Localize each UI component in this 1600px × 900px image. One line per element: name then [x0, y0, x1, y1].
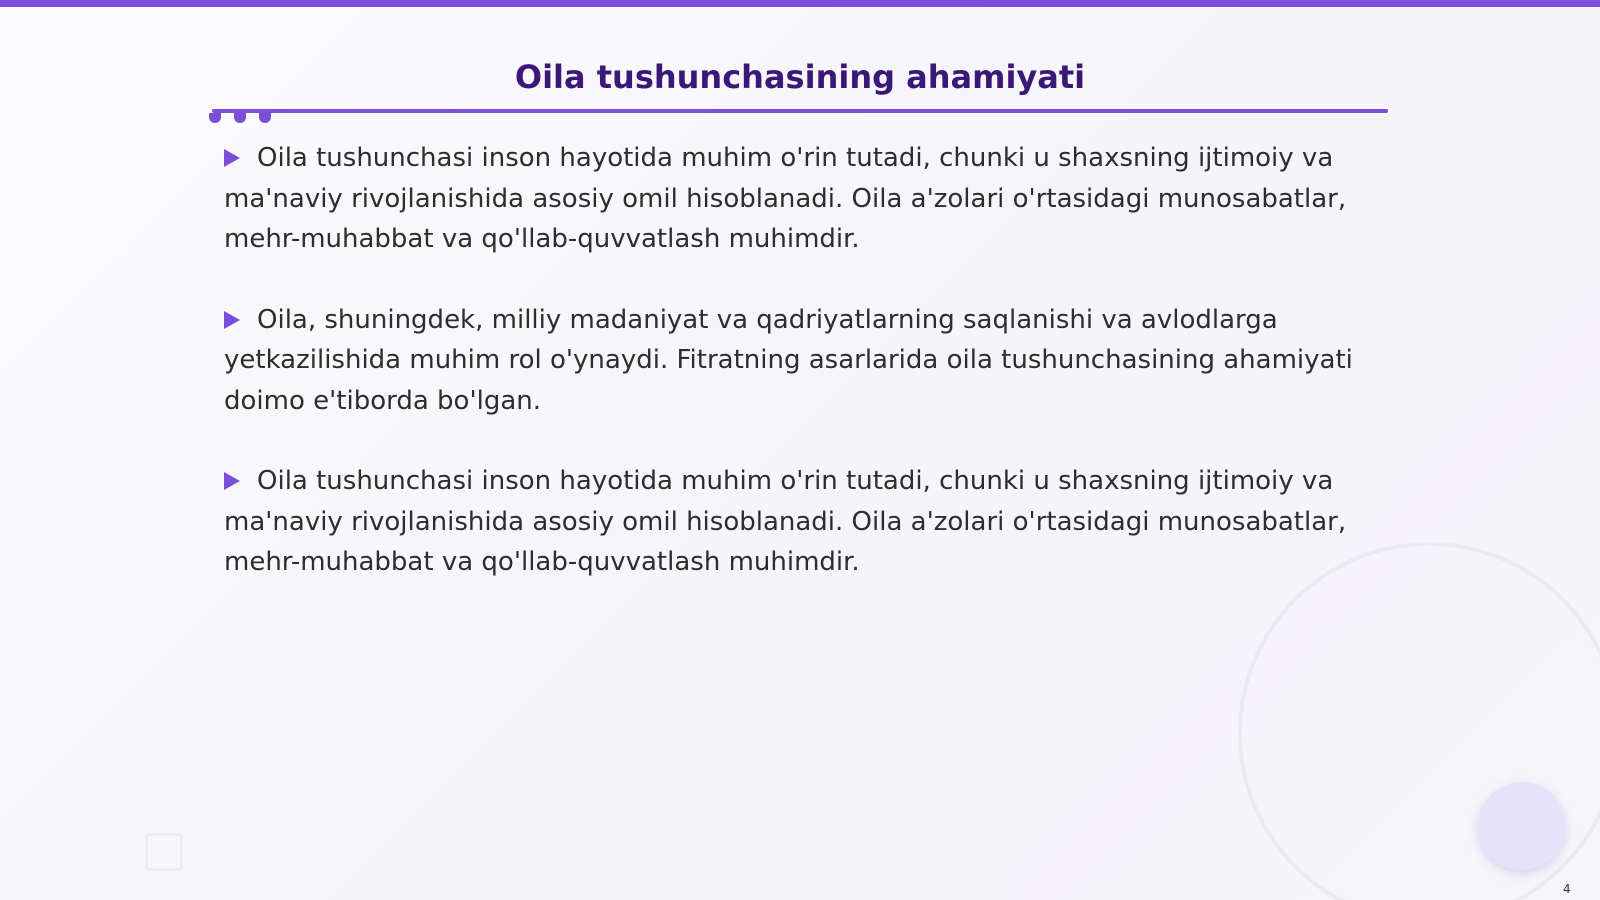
underline-dot	[209, 113, 221, 123]
title-underline	[212, 109, 1388, 113]
underline-dot	[259, 113, 271, 123]
bullet-text: Oila tushunchasi inson hayotida muhim o'rin tutadi, chunki u shaxsning ijtimoiy va ma'naviy rivojlanishida asosiy omil hisoblanadi. Oila a'zolari o'rtasidagi munosabatlar, mehr-muhabbat va qo'llab-quvvatlash muhimdir.	[224, 466, 1347, 577]
decorative-square	[145, 833, 183, 871]
bullet-text: Oila, shuningdek, milliy madaniyat va qadriyatlarning saqlanishi va avlodlarga yetkazilishida muhim rol o'ynaydi. Fitratning asarlarida oila tushunchasining ahamiyati doimo e'tiborda bo'lgan.	[224, 304, 1353, 416]
triangle-right-icon	[224, 311, 240, 329]
bullet-item	[224, 461, 1394, 583]
triangle-right-icon	[224, 472, 240, 490]
page-number: 4	[1563, 882, 1571, 896]
slide-title: Oila tushunchasining ahamiyati	[514, 58, 1086, 96]
bullet-list	[224, 138, 1394, 623]
underline-dot	[234, 113, 246, 123]
bullet-text: Oila tushunchasi inson hayotida muhim o'rin tutadi, chunki u shaxsning ijtimoiy va ma'naviy rivojlanishida asosiy omil hisoblanadi. Oila a'zolari o'rtasidagi munosabatlar, mehr-muhabbat va qo'llab-quvvatlash muhimdir.	[224, 143, 1347, 254]
top-accent-bar	[0, 0, 1600, 7]
triangle-right-icon	[224, 149, 240, 167]
bullet-item	[224, 300, 1394, 422]
bullet-item	[224, 138, 1394, 260]
decorative-circle	[1478, 782, 1566, 870]
